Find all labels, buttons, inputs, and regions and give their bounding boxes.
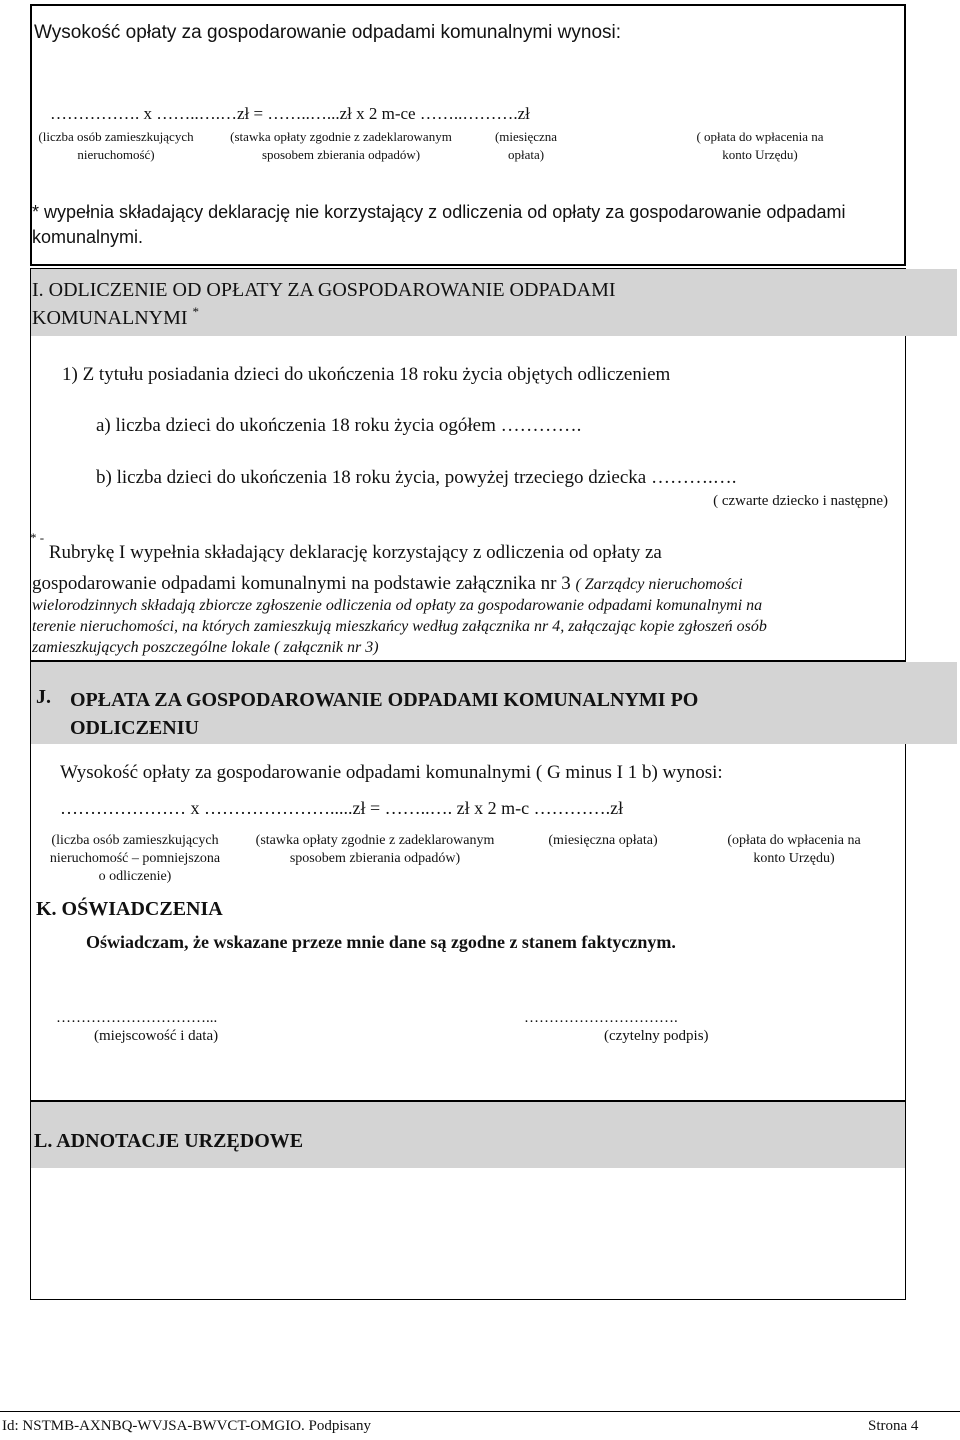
footer-page: Strona 4	[868, 1418, 919, 1434]
section-i-heading	[32, 276, 892, 332]
section-i-item-a: a) liczba dzieci do ukończenia 18 roku życia ogółem ………….	[96, 415, 582, 436]
section-j-formula: ………………… x ………………….....zł = ……..…. zł x 2 m-c ………….zł	[60, 798, 624, 818]
label-to-pay: ( opłata do wpłacenia na konto Urzędu)	[696, 129, 824, 162]
footer-id: Id: NSTMB-AXNBQ-WVJSA-BWVCT-OMGIO. Podpisany	[2, 1418, 372, 1434]
section-i-heading-line2: KOMUNALNYMI	[32, 307, 188, 329]
signature-sign-dots: ………………………….	[524, 1010, 678, 1026]
section-k-statement: Oświadczam, że wskazane przeze mnie dane są zgodne z stanem faktycznym.	[86, 932, 676, 952]
section-i-heading-line2-wrap	[32, 304, 892, 332]
section-i-heading-star: *	[192, 304, 200, 319]
j-label-persons: (liczba osób zamieszkujących nieruchomość – pomniejszona o odliczenie)	[49, 833, 221, 884]
footer-rule	[0, 1411, 960, 1412]
section-l-heading: L. ADNOTACJE URZĘDOWE	[34, 1130, 304, 1152]
section-i-footnote	[30, 530, 910, 563]
footnote-italic3: terenie nieruchomości, na których zamieszkują mieszkańcy według załącznika nr 4, załączając kopie zgłoszeń osób	[32, 618, 767, 635]
section-j-heading-line1: OPŁATA ZA GOSPODAROWANIE ODPADAMI KOMUNALNYMI PO	[70, 689, 699, 711]
footnote-start: Rubrykę I wypełnia składający deklarację korzystający z odliczenia od opłaty za	[48, 542, 662, 563]
footnote-italic4: zamieszkujących poszczególne lokale ( załącznik nr 3)	[32, 639, 379, 656]
section-i-item-b-note: ( czwarte dziecko i następne)	[713, 493, 888, 509]
section-i-heading-line1: I. ODLICZENIE OD OPŁATY ZA GOSPODAROWANIE ODPADAMI	[32, 279, 616, 301]
section-i-item-b: b) liczba dzieci do ukończenia 18 roku życia, powyżej trzeciego dziecka ……….….	[96, 467, 737, 488]
label-persons: (liczba osób zamieszkujących nieruchomość)	[38, 129, 194, 162]
section-g-formula: ……………. x ……..….…zł = ……..…...zł x 2 m-ce ……..……….zł	[50, 104, 530, 123]
footnote-marker: * -	[30, 530, 45, 545]
label-rate: (stawka opłaty zgodnie z zadeklarowanym sposobem zbierania odpadów)	[230, 129, 452, 162]
j-label-rate: (stawka opłaty zgodnie z zadeklarowanym sposobem zbierania odpadów)	[255, 833, 495, 866]
section-g-heading: Wysokość opłaty za gospodarowanie odpadami komunalnymi wynosi:	[34, 22, 622, 43]
section-j-heading-line2: ODLICZENIU	[70, 717, 199, 739]
footnote-line2: gospodarowanie odpadami komunalnymi na podstawie załącznika nr 3	[32, 573, 571, 594]
j-label-monthly: (miesięczna opłata)	[548, 833, 658, 848]
section-j-letter: J.	[36, 686, 51, 708]
section-g-note: * wypełnia składający deklarację nie korzystający z odliczenia od opłaty za gospodarowanie odpadami komunalnymi.	[32, 202, 846, 247]
signature-place-dots: …………………………...	[56, 1010, 218, 1026]
footnote-line2-wrap	[32, 572, 912, 597]
section-k-heading: K. OŚWIADCZENIA	[36, 898, 223, 920]
j-label-to-pay: (opłata do wpłacenia na konto Urzędu)	[727, 833, 861, 866]
label-place-date: (miejscowość i data)	[94, 1028, 219, 1044]
label-signature: (czytelny podpis)	[604, 1028, 709, 1044]
footnote-italic1: ( Zarządcy nieruchomości	[575, 576, 743, 593]
footnote-italic2: wielorodzinnych składają zbiorcze zgłoszenie odliczenia od opłaty za gospodarowanie odpadami komunalnymi na	[32, 597, 763, 614]
section-i-item1: 1) Z tytułu posiadania dzieci do ukończenia 18 roku życia objętych odliczeniem	[62, 364, 671, 385]
section-j-line: Wysokość opłaty za gospodarowanie odpadami komunalnymi ( G minus I 1 b) wynosi:	[60, 762, 723, 783]
label-monthly: (miesięczna opłata)	[494, 129, 558, 162]
section-j-heading	[70, 686, 890, 742]
